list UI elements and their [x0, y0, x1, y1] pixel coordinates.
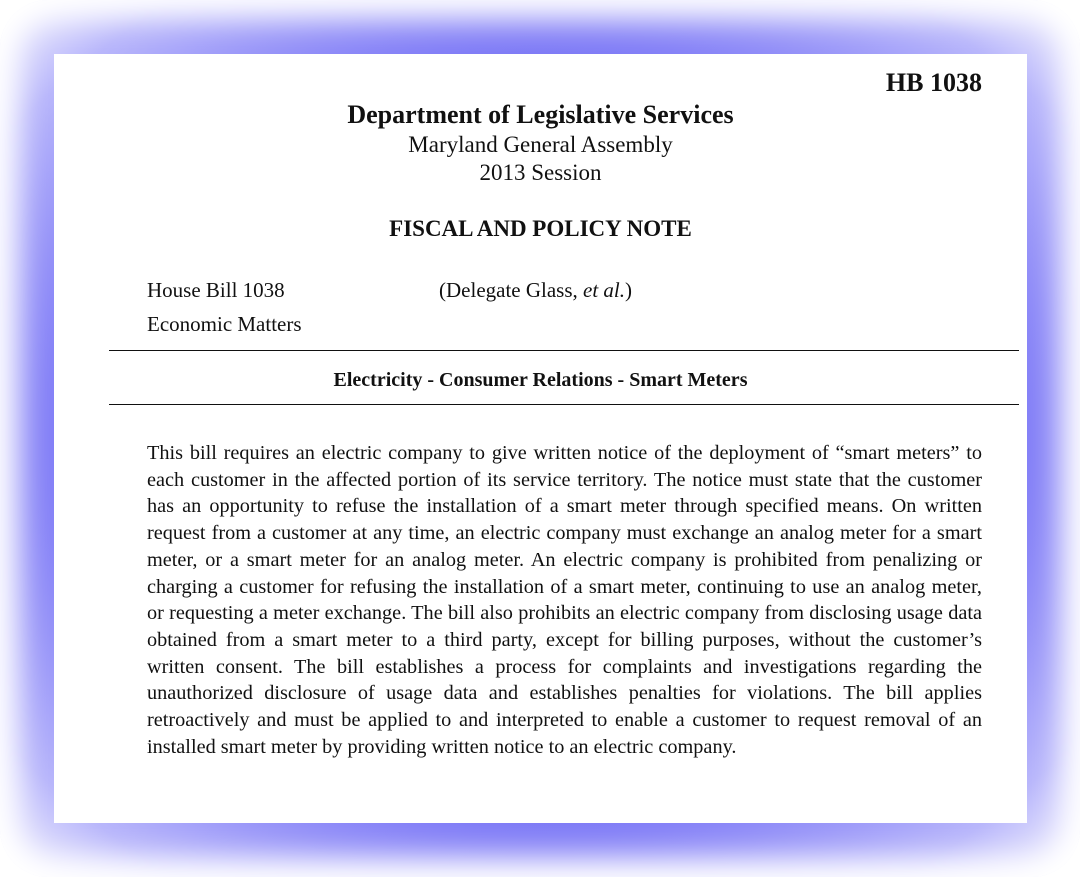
sponsor-etal: et al. — [583, 278, 626, 302]
assembly-name: Maryland General Assembly — [408, 132, 673, 157]
sponsor — [439, 278, 632, 303]
bill-subject: Electricity - Consumer Relations - Smart Meters — [333, 369, 748, 391]
session-year: 2013 Session — [479, 160, 602, 185]
summary-paragraph: This bill requires an electric company to give written notice of the deployment of “smart meters” to each customer in the affected portion of its service territory. The notice must state that the customer has an opportunity to refuse the installation of a smart meter through specified means. On written request from a customer at any time, an electric company must exchange an analog meter for a smart meter, or a smart meter for an analog meter. An electric company is prohibited from penalizing or charging a customer for refusing the installation of a smart meter, continuing to use an analog meter, or requesting a meter exchange. The bill also prohibits an electric company from disclosing usage data obtained from a smart meter to a third party, except for billing purposes, without the customer’s written consent. The bill establishes a process for complaints and investigations regarding the unauthorized disclosure of usage data and establishes penalties for violations. The bill applies retroactively and must be applied to and interpreted to enable a customer to request removal of an installed smart meter by providing written notice to an electric company. — [147, 442, 982, 758]
divider-bottom — [109, 404, 1019, 405]
committee-label: Economic Matters — [147, 312, 302, 336]
document-page — [54, 54, 1027, 823]
department-title: Department of Legislative Services — [347, 100, 734, 129]
sponsor-suffix: ) — [625, 278, 633, 302]
note-title: FISCAL AND POLICY NOTE — [389, 216, 692, 241]
divider-top — [109, 350, 1019, 351]
sponsor-prefix: (Delegate Glass, — [439, 278, 584, 302]
house-bill-label: House Bill 1038 — [147, 278, 285, 302]
bill-number: HB 1038 — [885, 68, 982, 97]
